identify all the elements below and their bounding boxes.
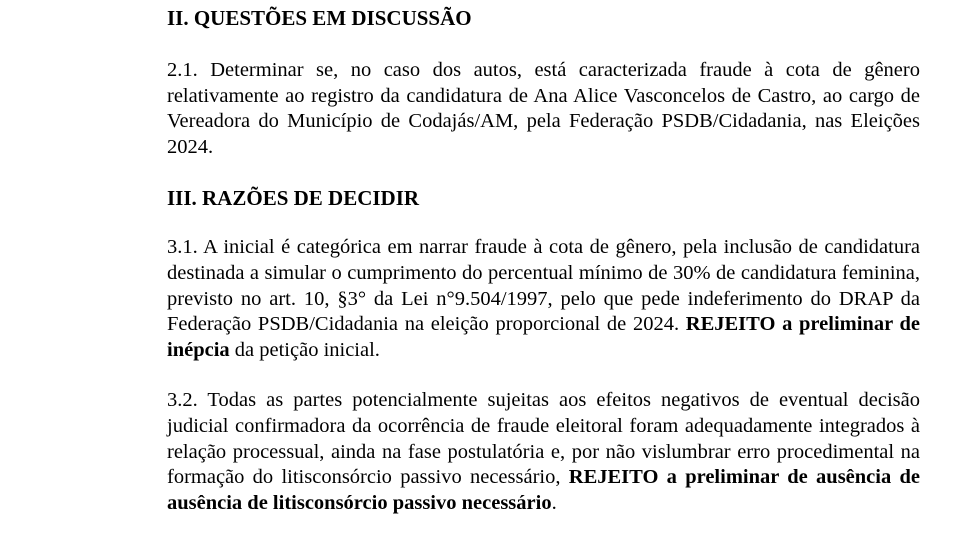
document-body [167,5,920,516]
paragraph-3-1-bold: REJEITO a preliminar de inépcia [167,313,920,361]
paragraph-2-1: 2.1. Determinar se, no caso dos autos, está caracterizada fraude à cota de gênero relativamente ao registro da candidatura de Ana Alice Vasconcelos de Castro, ao cargo de Vereadora do Município de Codajás/AM, pela Federação PSDB/Cidadania, nas Eleições 2024. [167,59,920,158]
paragraph-3-1-end: da petição inicial. [229,338,380,361]
section-heading-questoes: II. QUESTÕES EM DISCUSSÃO [167,6,472,30]
paragraph-3-1-text: 3.1. A inicial é categórica em narrar fraude à cota de gênero, pela inclusão de candidatura destinada a simular o cumprimento do percentual mínimo de 30% de candidatura feminina, previsto no art. 10, §3° da Lei n°9.504/1997, pelo que pede indeferimento do DRAP da Federação PSDB/Cidadania na eleição proporcional de 2024. [167,236,920,336]
paragraph-3-2-bold: REJEITO a preliminar de ausência de ausência de litisconsórcio passivo necessário [167,466,920,514]
section-heading-razoes: III. RAZÕES DE DECIDIR [167,186,420,211]
paragraph-3-2-end: . [551,491,557,514]
paragraph-3-2 [167,388,920,516]
paragraph-3-2-text: 3.2. Todas as partes potencialmente sujeitas aos efeitos negativos de eventual decisão judicial confirmadora da ocorrência de fraude eleitoral foram adequadamente integrados à relação processual, ainda na fase postulatória e, por não vislumbrar erro procedimental na formação do litisconsórcio passivo necessário, [167,389,920,489]
paragraph-3-1 [167,235,920,363]
